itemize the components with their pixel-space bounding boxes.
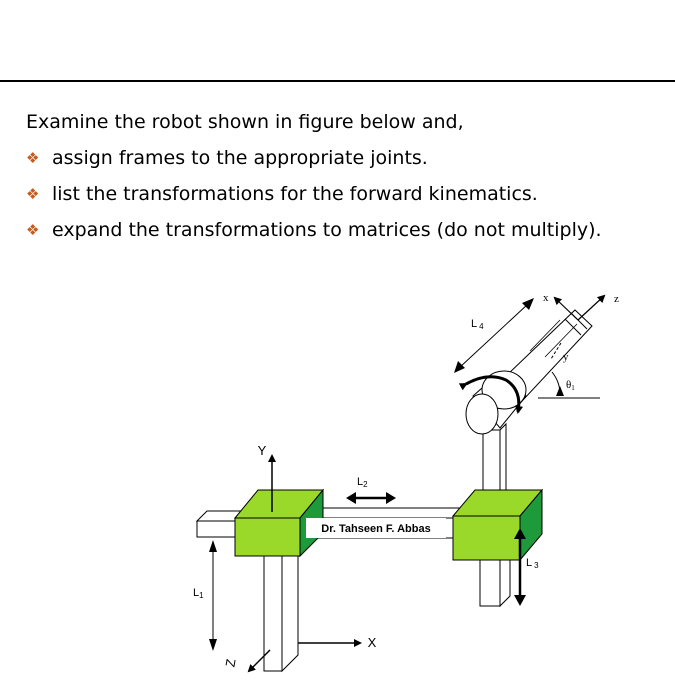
- l3-label: L 3: [526, 557, 539, 570]
- theta-label: θ1: [566, 379, 575, 392]
- diamond-bullet-icon: ❖: [26, 221, 40, 239]
- l1-label: L1: [193, 587, 204, 600]
- diamond-bullet-icon: ❖: [26, 149, 40, 167]
- top-divider: [0, 80, 675, 82]
- l4-label: L 4: [471, 318, 484, 331]
- l2-arrowhead-icon: [386, 492, 396, 504]
- robot-figure: [0, 270, 675, 700]
- tool-x-label: x: [543, 292, 549, 304]
- l3-arrowhead-icon: [514, 595, 526, 606]
- base-x-label: X: [367, 635, 377, 650]
- l4-dimension-line: [459, 304, 528, 368]
- author-label: Dr. Tahseen F. Abbas: [321, 523, 431, 535]
- l4-arrowhead-icon: [454, 361, 465, 373]
- base-y-label: Y: [257, 443, 267, 458]
- list-item: [26, 218, 602, 254]
- list-item-text: list the transformations for the forward kinematics.: [52, 183, 538, 205]
- list-item: [26, 182, 602, 218]
- theta-arrowhead-icon: [556, 386, 564, 396]
- tool-y-label: y: [563, 351, 569, 363]
- l2-label: L2: [357, 476, 368, 489]
- base-z-label: Z: [222, 657, 239, 669]
- diamond-bullet-icon: ❖: [26, 185, 40, 203]
- tool-z-label: z: [614, 293, 619, 305]
- task-list: [26, 146, 602, 254]
- intro-text: Examine the robot shown in figure below and,: [26, 111, 464, 133]
- l1-arrowhead-icon: [209, 639, 217, 651]
- list-item-text: expand the transformations to matrices (do not multiply).: [52, 219, 602, 241]
- l2-arrowhead-icon: [346, 492, 356, 504]
- right-joint-block: [453, 490, 542, 560]
- list-item-text: assign frames to the appropriate joints.: [52, 147, 428, 169]
- l1-arrowhead-icon: [209, 540, 217, 552]
- list-item: [26, 146, 602, 182]
